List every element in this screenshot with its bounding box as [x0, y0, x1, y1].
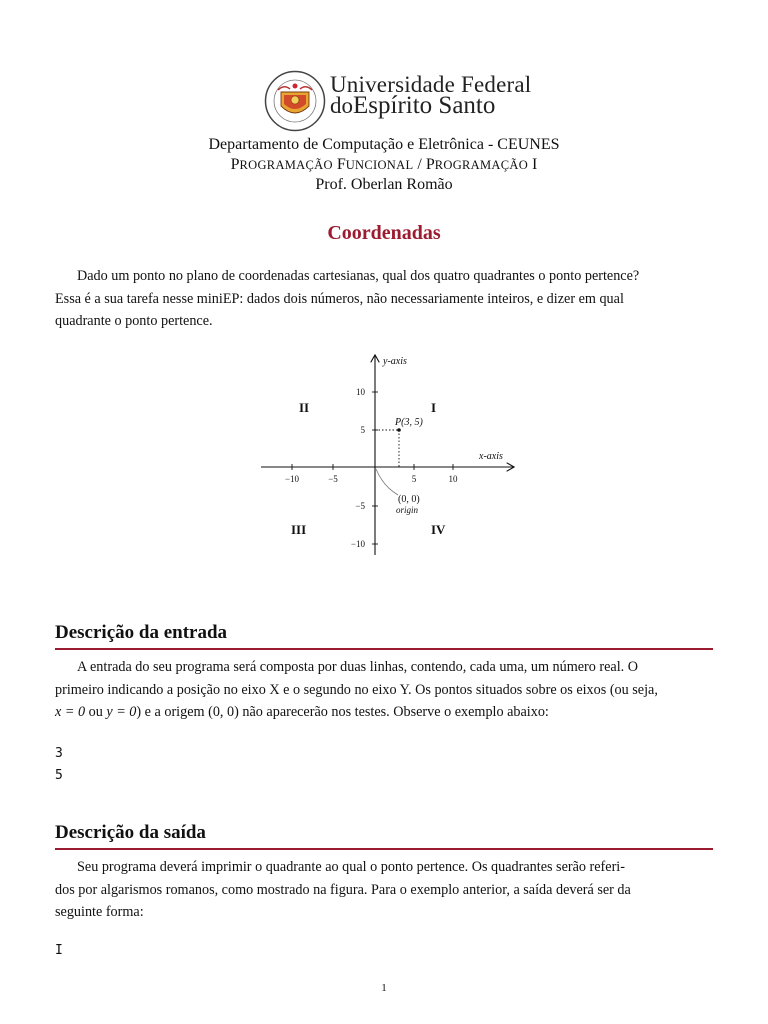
department-name: Departamento de Computação e Eletrônica - CEUNES — [208, 136, 560, 153]
origin-label: (0, 0) — [398, 494, 420, 505]
example-input-line-1: 3 — [55, 746, 63, 761]
y-axis-label: y-axis — [383, 356, 407, 367]
intro-paragraph: Dado um ponto no plano de coordenadas cartesianas, qual dos quatro quadrantes o ponto pertence? Essa é a sua tarefa nesse miniEP: dados dois números, não necessariamente inteiros, e dizer em qual quadrante o ponto pertence. — [55, 268, 640, 330]
page-title: Coordenadas — [327, 222, 441, 244]
point-marker — [397, 428, 401, 432]
x-tick-label: 5 — [411, 474, 417, 484]
input-section-heading: Descrição da entrada — [55, 622, 228, 643]
cartesian-plane-figure — [255, 350, 520, 560]
y-tick-label: −10 — [350, 539, 365, 549]
x-axis-label: x-axis — [479, 451, 503, 462]
output-description-paragraph: Seu programa deverá imprimir o quadrante ao qual o ponto pertence. Os quadrantes serão referi- dos por algarismos romanos, como mostrado na figura. Para o exemplo anterior, a saída deverá ser da seguinte forma: — [55, 859, 631, 921]
y-tick-label: −5 — [355, 501, 365, 511]
x-tick-label: 10 — [448, 474, 458, 484]
course-name: PROGRAMAÇÃO FUNCIONAL / PROGRAMAÇÃO I — [230, 156, 538, 173]
output-section-rule — [55, 848, 713, 850]
quadrant-label-2: II — [299, 400, 310, 415]
y-tick-label: 10 — [356, 387, 365, 397]
input-section-rule — [55, 648, 713, 650]
university-name-line1: Universidade Federal — [330, 72, 532, 97]
y-tick-label: 5 — [360, 425, 365, 435]
input-description-paragraph: A entrada do seu programa será composta por duas linhas, contendo, cada uma, um número real. O primeiro indicando a posição no eixo X e o segundo no eixo Y. Os pontos situados sobre os eixos (ou seja, x = 0 ou y = 0) e a origem (0, 0) não aparecerão nos testes. Observe o exemplo abaixo: — [55, 659, 658, 721]
example-input-line-2: 5 — [55, 768, 63, 783]
x-tick-label: −5 — [328, 474, 338, 484]
point-label: P(3, 5) — [395, 417, 423, 428]
quadrant-label-1: I — [431, 400, 437, 415]
professor-name: Prof. Oberlan Romão — [315, 176, 453, 193]
origin-pointer — [376, 469, 398, 495]
output-section-heading: Descrição da saída — [55, 822, 206, 843]
example-output: I — [55, 943, 63, 958]
university-seal-logo — [264, 70, 326, 132]
page-number: 1 — [381, 982, 387, 994]
university-name-line2: doEspírito Santo — [330, 92, 496, 119]
quadrant-label-4: IV — [431, 522, 446, 537]
x-tick-label: −10 — [284, 474, 300, 484]
origin-caption: origin — [396, 505, 419, 515]
quadrant-label-3: III — [291, 522, 307, 537]
